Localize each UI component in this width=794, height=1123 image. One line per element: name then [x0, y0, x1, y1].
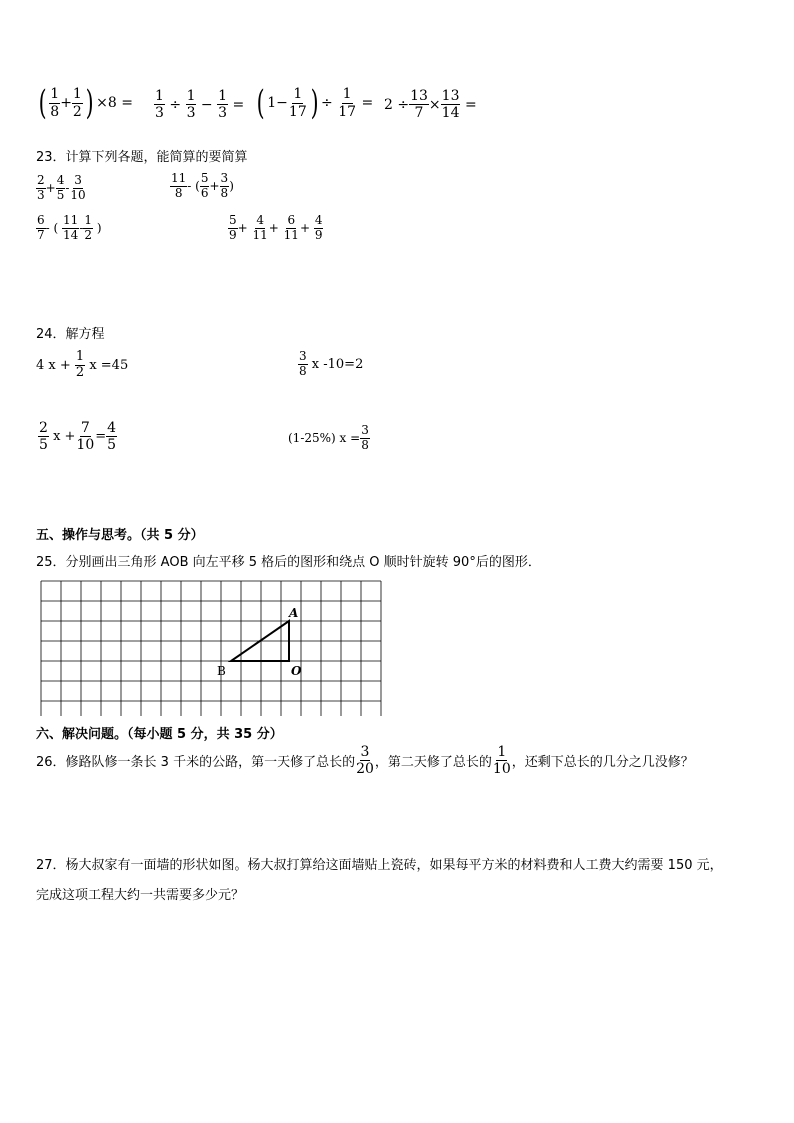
grid-figure	[40, 580, 382, 716]
q23-a: $\frac{2}{3}$ + $\frac{4}{5}$ - $\frac{3}{10}$	[37, 173, 86, 202]
q23-c: $\frac{6}{7}$ - ( $\frac{11}{14}$ - $\frac{1}{2}$ )	[37, 213, 102, 242]
q24-c: $\frac{2}{5}$ x + $\frac{7}{10}$ = $\frac{4}{5}$	[39, 420, 117, 454]
q27-line1: 27．杨大叔家有一面墙的形状如图。杨大叔打算给这面墙贴上瓷砖，如果每平方米的材料费和人工费大约需要 150 元，	[36, 858, 723, 873]
label-o: O	[291, 664, 302, 678]
label-a: A	[289, 606, 299, 620]
q24-d: (1-25%) x = $\frac{3}{8}$	[288, 423, 369, 452]
q25-text: 25．分别画出三角形 AOB 向左平移 5 格后的图形和绕点 O 顺时针旋转 90°后的图形．	[36, 555, 541, 570]
q23-b: $\frac{11}{8}$ - ( $\frac{5}{6}$ + $\frac{3}{8}$ )	[171, 171, 234, 200]
grid-lines	[41, 581, 381, 716]
section-6-heading: 六、解决问题。（每小题 5 分，共 35 分）	[36, 727, 283, 742]
q24-b: $\frac{3}{8}$ x -10=2	[299, 349, 364, 378]
q23-title: 23．计算下列各题，能简算的要简算	[36, 150, 248, 165]
expr-3: ( 1− $\frac{1}{17}$ ) ÷ $\frac{1}{17}$ =	[256, 83, 374, 123]
q26: 26．修路队修一条长 3 千米的公路，第一天修了总长的 $\frac{3}{20}$ ，第二天修了总长的 $\frac{1}{10}$ ，还剩下总长的几分之几没修？	[36, 744, 694, 778]
q23-d: $\frac{5}{9}$ + $\frac{4}{11}$ + $\frac{6}{11}$ + $\frac{4}{9}$	[229, 213, 323, 242]
q24-a: 4 x + $\frac{1}{2}$ x =45	[36, 349, 129, 380]
expr-2: $\frac{1}{3}$ ÷ $\frac{1}{3}$ − $\frac{1}{3}$ =	[155, 88, 245, 122]
section-5-heading: 五、操作与思考。（共 5 分）	[36, 528, 204, 543]
q27-line2: 完成这项工程大约一共需要多少元？	[36, 888, 245, 903]
q24-title: 24．解方程	[36, 327, 105, 342]
expr-1: ( $\frac{1}{8}$ + $\frac{1}{2}$ ) ×8 =	[38, 83, 133, 123]
label-b: B	[217, 664, 226, 678]
expr-4: 2 ÷ $\frac{13}{7}$ × $\frac{13}{14}$ =	[384, 88, 477, 122]
